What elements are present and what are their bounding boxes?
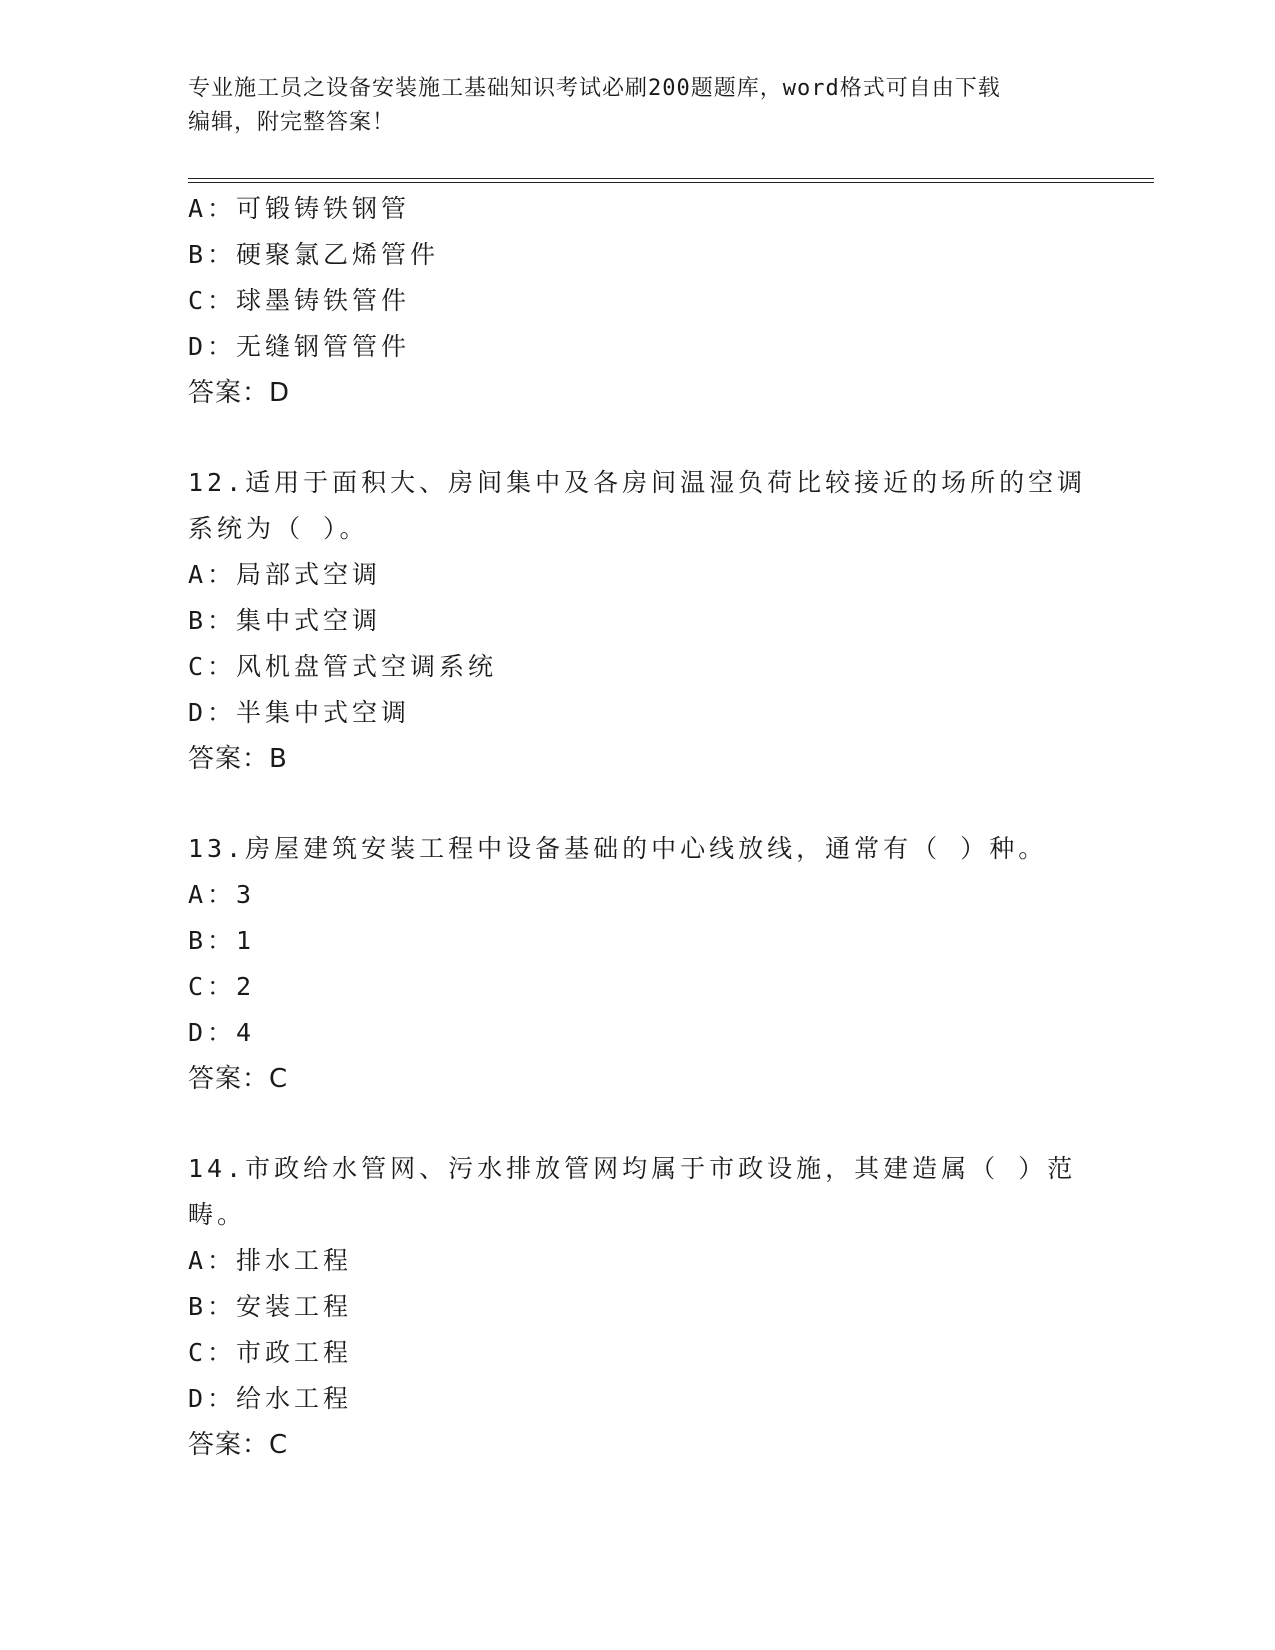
question-stem-line-2: 系统为（ ）。 <box>188 514 369 543</box>
option-d: D：无缝钢管管件 <box>188 332 411 361</box>
option-a: A：3 <box>188 880 256 909</box>
option-c: C：风机盘管式空调系统 <box>188 652 498 681</box>
option-a: A：可锻铸铁钢管 <box>188 194 411 223</box>
question-stem-line-1: 12.适用于面积大、房间集中及各房间温湿负荷比较接近的场所的空调 <box>188 468 1087 497</box>
answer-line: 答案：C <box>188 1430 289 1460</box>
question-14 <box>188 1146 1088 1468</box>
header-divider <box>188 178 1154 183</box>
question-13 <box>188 826 1088 1102</box>
answer-line: 答案：D <box>188 378 291 408</box>
option-b: B：硬聚氯乙烯管件 <box>188 240 440 269</box>
option-b: B：安装工程 <box>188 1292 353 1321</box>
option-a: A：排水工程 <box>188 1246 353 1275</box>
option-b: B：集中式空调 <box>188 606 382 635</box>
option-a: A：局部式空调 <box>188 560 382 589</box>
question-12 <box>188 460 1088 782</box>
question-11 <box>188 186 1088 416</box>
question-stem-line-1: 13.房屋建筑安装工程中设备基础的中心线放线，通常有（ ）种。 <box>188 834 1048 863</box>
header-line-2: 编辑，附完整答案！ <box>188 110 396 135</box>
header-line-1: 专业施工员之设备安装施工基础知识考试必刷200题题库，word格式可自由下载 <box>188 76 1001 101</box>
option-c: C：市政工程 <box>188 1338 353 1367</box>
option-d: D：给水工程 <box>188 1384 353 1413</box>
question-stem-line-2: 畴。 <box>188 1200 247 1229</box>
question-list <box>188 186 1088 1468</box>
document-header <box>188 72 1068 140</box>
option-d: D：半集中式空调 <box>188 698 411 727</box>
option-b: B：1 <box>188 926 256 955</box>
option-c: C：球墨铸铁管件 <box>188 286 411 315</box>
option-c: C：2 <box>188 972 256 1001</box>
answer-line: 答案：C <box>188 1064 289 1094</box>
option-d: D：4 <box>188 1018 256 1047</box>
answer-line: 答案：B <box>188 744 288 774</box>
question-stem-line-1: 14.市政给水管网、污水排放管网均属于市政设施，其建造属（ ）范 <box>188 1154 1077 1183</box>
